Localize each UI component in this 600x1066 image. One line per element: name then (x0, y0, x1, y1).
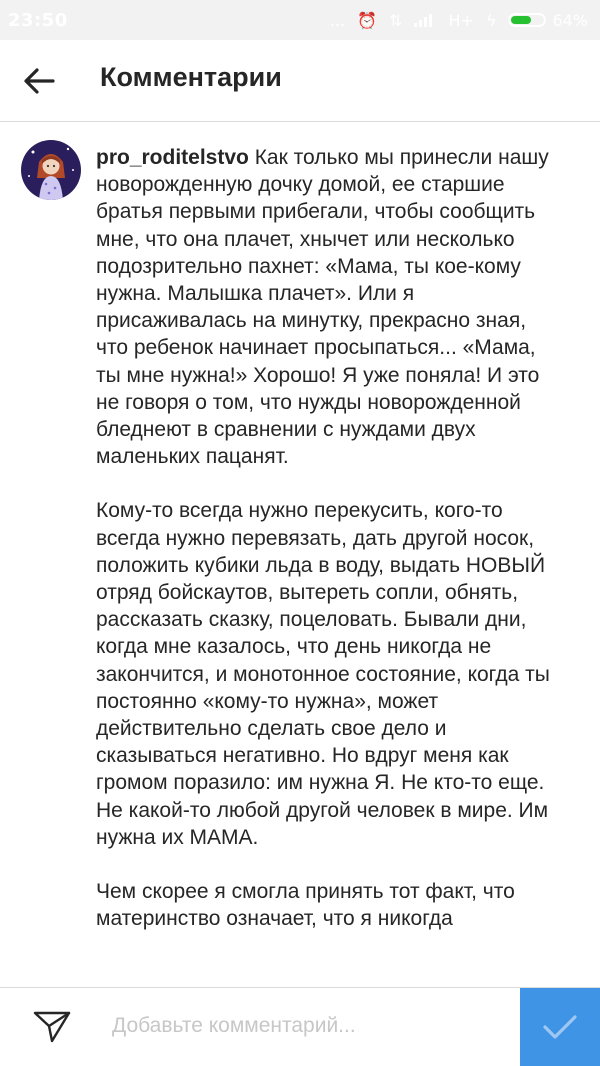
post-comment-button[interactable] (520, 988, 600, 1066)
battery-percent: 64% (552, 10, 588, 30)
charging-icon: ϟ (485, 10, 497, 30)
avatar[interactable] (21, 140, 81, 200)
battery-icon (508, 13, 546, 27)
comment-composer (0, 987, 600, 1065)
status-dots: ... (329, 10, 346, 30)
alarm-icon: ⏰ (357, 10, 378, 30)
page-title: Комментарии (100, 62, 282, 92)
comment-input[interactable] (112, 1006, 502, 1046)
battery-indicator (508, 11, 588, 30)
battery-fill (511, 16, 531, 24)
checkmark-icon (542, 1013, 578, 1041)
signal-icon (414, 13, 436, 27)
avatar-image (21, 140, 81, 200)
network-type: H+ (448, 10, 474, 30)
status-icons (330, 11, 588, 30)
status-bar (0, 0, 600, 40)
back-button[interactable] (16, 58, 62, 104)
comment-paragraph-2: Кому-то всегда нужно перекусить, кого-то всегда нужно перевязать, дать другой носок, положить кубики льда в воду, выдать НОВЫЙ отряд бойскаутов, вытереть сопли, обнять, рассказать сказку, поцеловать. Бывали дни, когда мне казалось, что день никогда не закончится, и монотонное состояние, когда ты постоянно «кому-то нужна», может действительно сделать свое дело и сказываться негативно. Но вдруг меня как громом поразило: им нужна Я. Не кто-то еще. Не какой-то любой другой человек в мире. Им нужна их МАМА. (96, 499, 550, 849)
comment-username[interactable]: pro_roditelstvo (96, 146, 249, 169)
data-transfer-icon: ⇅ (389, 10, 403, 30)
comment-paragraph-1 (96, 144, 556, 470)
paper-plane-icon (32, 1006, 72, 1046)
app-bar (0, 40, 600, 122)
arrow-left-icon (23, 67, 55, 95)
direct-share-button[interactable] (32, 1006, 72, 1046)
status-time: 23:50 (8, 9, 68, 31)
comment (0, 122, 600, 987)
comment-body (96, 144, 556, 959)
comment-text-1: Как только мы принесли нашу новорожденную дочку домой, ее старшие братья первыми прибегали, чтобы сообщить мне, что она плачет, хнычет или несколько подозрительно пахнет: «Мама, ты кое-кому нужна. Малышка плачет». Или я присаживалась на минутку, прекрасно зная, что ребенок начинает просыпаться... «Мама, ты мне нужна!» Хорошо! Я уже поняла! И это не говоря о том, что нужды новорожденной бледнеют в сравнении с нуждами двух маленьких пацанят. (96, 146, 549, 469)
comment-paragraph-3: Чем скорее я смогла принять тот факт, что материнство означает, что я никогда (96, 880, 515, 931)
